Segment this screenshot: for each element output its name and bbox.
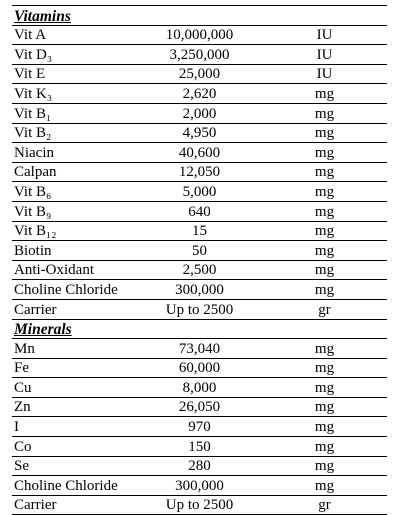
table-row: [12, 358, 387, 378]
ingredient-name: Carrier: [12, 299, 137, 319]
ingredient-unit: mg: [262, 417, 387, 437]
ingredient-name: Biotin: [12, 241, 137, 261]
ingredient-amount: Up to 2500: [137, 299, 262, 319]
ingredient-unit: mg: [262, 143, 387, 163]
ingredient-amount: 3,250,000: [137, 45, 262, 65]
table-row: [12, 280, 387, 300]
ingredient-unit: mg: [262, 221, 387, 241]
ingredient-unit: mg: [262, 397, 387, 417]
ingredient-amount: 73,040: [137, 339, 262, 359]
ingredient-amount: 150: [137, 437, 262, 457]
ingredient-unit: gr: [262, 495, 387, 515]
ingredient-amount: 2,500: [137, 260, 262, 280]
ingredient-name: Choline Chloride: [12, 280, 137, 300]
ingredient-unit: mg: [262, 123, 387, 143]
section-title: Minerals: [12, 319, 387, 339]
ingredient-name: Cu: [12, 378, 137, 398]
ingredient-unit: gr: [262, 299, 387, 319]
table-row: [12, 339, 387, 359]
ingredient-unit: mg: [262, 378, 387, 398]
ingredient-unit: mg: [262, 103, 387, 123]
table-row: [12, 84, 387, 104]
ingredient-amount: 15: [137, 221, 262, 241]
table-row: [12, 378, 387, 398]
ingredient-unit: mg: [262, 260, 387, 280]
ingredient-amount: 12,050: [137, 162, 262, 182]
ingredient-unit: mg: [262, 456, 387, 476]
ingredient-amount: 300,000: [137, 280, 262, 300]
ingredient-amount: 50: [137, 241, 262, 261]
ingredient-amount: 25,000: [137, 64, 262, 84]
ingredient-amount: 40,600: [137, 143, 262, 163]
ingredient-name: Co: [12, 437, 137, 457]
table-row: [12, 495, 387, 515]
ingredient-unit: IU: [262, 25, 387, 45]
table-row: [12, 299, 387, 319]
section-header-vitamins: [12, 6, 387, 26]
table-row: [12, 64, 387, 84]
table-row: [12, 397, 387, 417]
ingredient-unit: IU: [262, 64, 387, 84]
ingredient-unit: mg: [262, 162, 387, 182]
table-row: [12, 221, 387, 241]
ingredient-unit: mg: [262, 201, 387, 221]
ingredient-name: Vit K₃: [12, 84, 137, 104]
ingredient-unit: mg: [262, 358, 387, 378]
table-row: [12, 103, 387, 123]
section-header-minerals: [12, 319, 387, 339]
ingredient-amount: 2,000: [137, 103, 262, 123]
composition-sheet: [12, 5, 387, 515]
ingredient-name: Se: [12, 456, 137, 476]
ingredient-name: Fe: [12, 358, 137, 378]
ingredient-name: Carrier: [12, 495, 137, 515]
ingredient-unit: mg: [262, 84, 387, 104]
ingredient-name: Vit D₃: [12, 45, 137, 65]
ingredient-unit: mg: [262, 437, 387, 457]
ingredient-amount: 26,050: [137, 397, 262, 417]
table-row: [12, 476, 387, 496]
composition-table-body: [12, 6, 387, 515]
table-row: [12, 143, 387, 163]
ingredient-name: Niacin: [12, 143, 137, 163]
ingredient-name: Vit B₉: [12, 201, 137, 221]
ingredient-name: Zn: [12, 397, 137, 417]
ingredient-amount: 2,620: [137, 84, 262, 104]
ingredient-amount: 10,000,000: [137, 25, 262, 45]
ingredient-name: I: [12, 417, 137, 437]
table-row: [12, 437, 387, 457]
ingredient-amount: 5,000: [137, 182, 262, 202]
ingredient-amount: 4,950: [137, 123, 262, 143]
ingredient-name: Anti-Oxidant: [12, 260, 137, 280]
composition-table: [12, 5, 387, 515]
table-row: [12, 123, 387, 143]
ingredient-unit: mg: [262, 182, 387, 202]
ingredient-amount: 300,000: [137, 476, 262, 496]
ingredient-name: Vit A: [12, 25, 137, 45]
table-row: [12, 260, 387, 280]
ingredient-name: Vit B₁₂: [12, 221, 137, 241]
ingredient-amount: 970: [137, 417, 262, 437]
ingredient-name: Vit B₆: [12, 182, 137, 202]
ingredient-name: Vit B₁: [12, 103, 137, 123]
table-row: [12, 45, 387, 65]
ingredient-name: Vit E: [12, 64, 137, 84]
ingredient-name: Vit B₂: [12, 123, 137, 143]
ingredient-name: Calpan: [12, 162, 137, 182]
table-row: [12, 241, 387, 261]
ingredient-name: Mn: [12, 339, 137, 359]
ingredient-amount: Up to 2500: [137, 495, 262, 515]
ingredient-name: Choline Chloride: [12, 476, 137, 496]
table-row: [12, 456, 387, 476]
ingredient-amount: 60,000: [137, 358, 262, 378]
ingredient-amount: 640: [137, 201, 262, 221]
ingredient-unit: IU: [262, 45, 387, 65]
ingredient-unit: mg: [262, 241, 387, 261]
ingredient-amount: 8,000: [137, 378, 262, 398]
ingredient-amount: 280: [137, 456, 262, 476]
table-row: [12, 182, 387, 202]
table-row: [12, 201, 387, 221]
ingredient-unit: mg: [262, 280, 387, 300]
section-title: Vitamins: [12, 6, 387, 26]
table-row: [12, 25, 387, 45]
table-row: [12, 162, 387, 182]
ingredient-unit: mg: [262, 339, 387, 359]
ingredient-unit: mg: [262, 476, 387, 496]
table-row: [12, 417, 387, 437]
